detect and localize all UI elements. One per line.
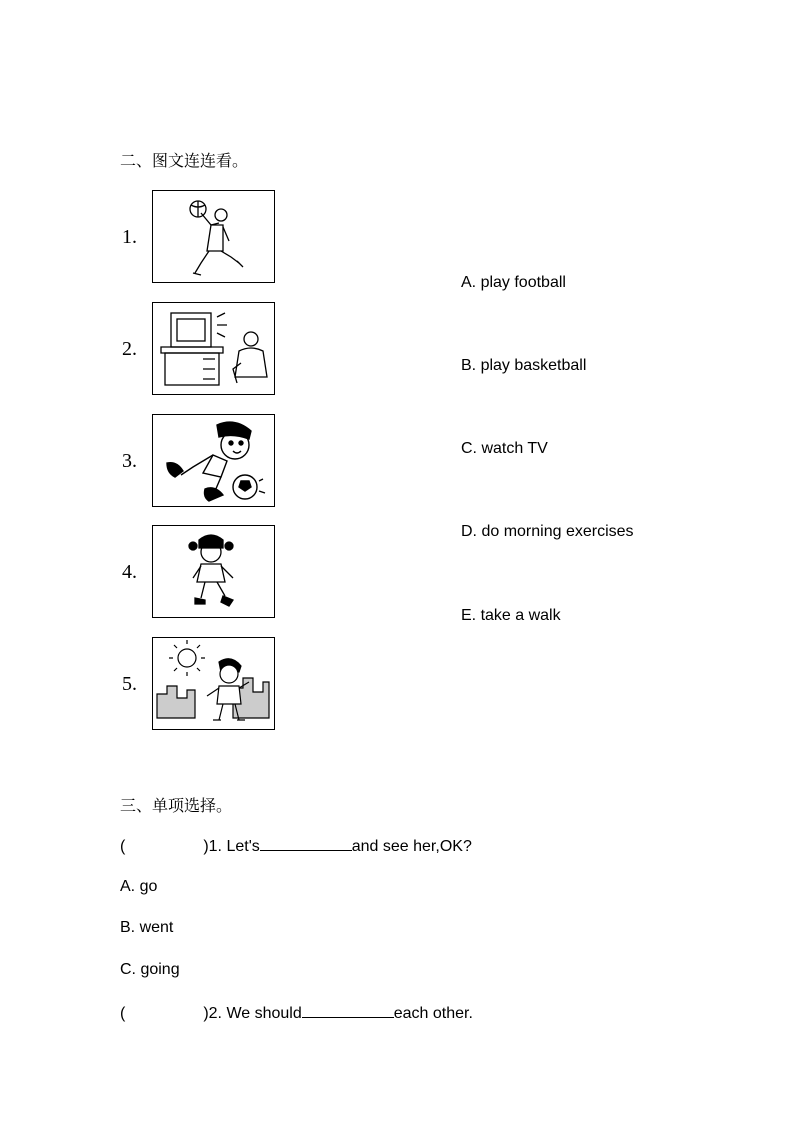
picture-number: 1. [122,226,137,248]
picture-frame [152,637,275,730]
fill-blank [260,836,352,851]
picture-frame [152,414,275,507]
option-d: D. do morning exercises [461,523,634,540]
choice-b: B. went [120,919,174,936]
choice-a: A. go [120,878,158,895]
picture-frame [152,190,275,283]
option-b: B. play basketball [461,357,587,374]
picture-number: 4. [122,561,137,583]
fill-blank [302,1003,394,1018]
question-prefix: )2. We should [203,1005,302,1022]
picture-number: 5. [122,673,137,695]
morning-exercise-icon [153,638,274,729]
football-player-icon [153,415,274,506]
question-prefix: )1. Let's [203,838,260,855]
picture-number: 3. [122,450,137,472]
option-a: A. play football [461,274,566,291]
picture-frame [152,302,275,395]
question-suffix: each other. [393,1005,473,1022]
walking-girl-icon [153,526,274,617]
picture-number: 2. [122,338,137,360]
section3-heading: 三、单项选择。 [120,796,233,815]
option-c: C. watch TV [461,440,548,457]
question-1 [120,836,472,856]
basketball-player-icon [153,191,274,282]
section2-heading: 二、图文连连看。 [120,151,249,170]
choice-c: C. going [120,961,180,978]
open-paren: ( [120,838,126,855]
question-2 [120,1003,473,1023]
picture-frame [152,525,275,618]
option-e: E. take a walk [461,607,561,624]
watching-tv-icon [153,303,274,394]
open-paren: ( [120,1005,126,1022]
question-suffix: and see her,OK? [351,838,472,855]
